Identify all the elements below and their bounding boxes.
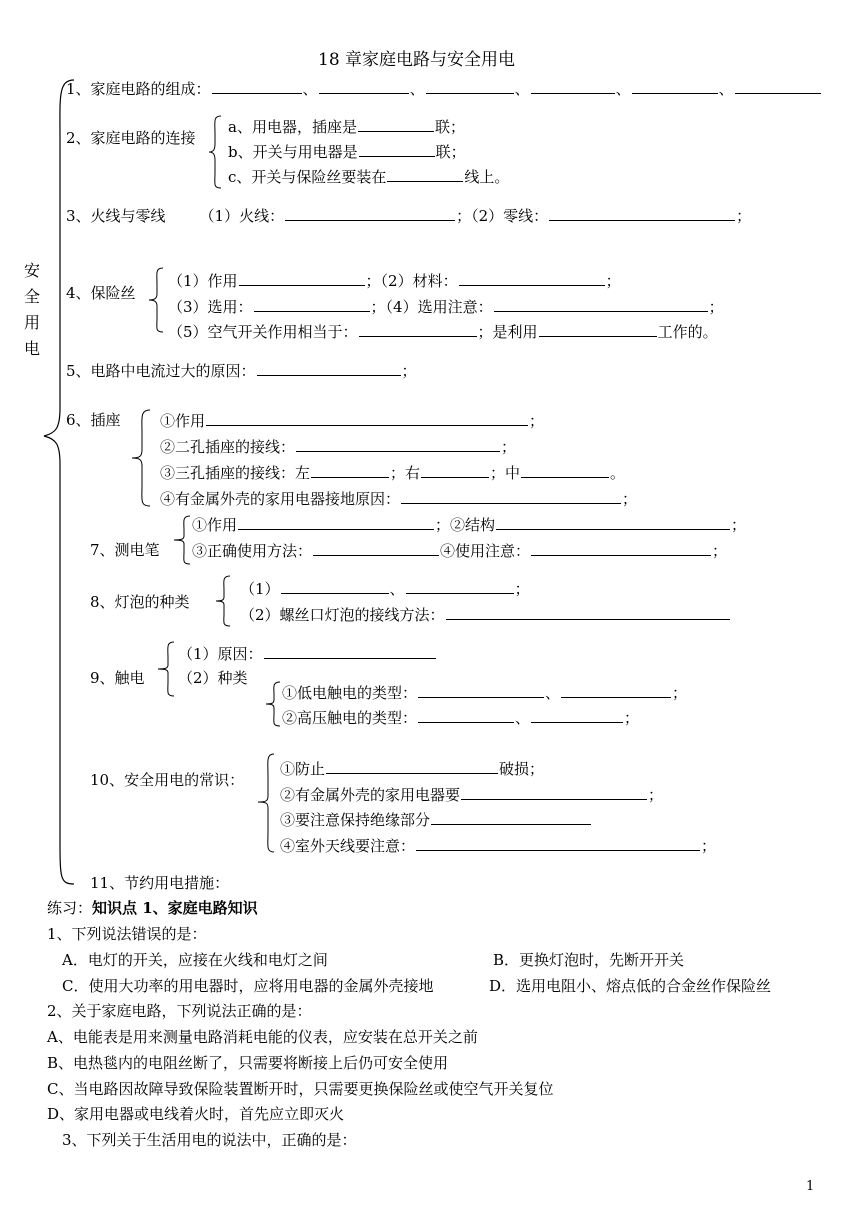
section-10d: ④室外天线要注意： ； xyxy=(280,837,717,855)
question-1-option-c: C．使用大功率的用电器时，应将用电器的金属外壳接地 xyxy=(62,977,434,995)
section-8: 8、灯泡的种类 xyxy=(90,593,190,611)
section-4c: （5）空气开关作用相当于： ；是利用 工作的。 xyxy=(168,323,718,341)
section-9: 9、触电 xyxy=(90,669,145,687)
section-9a: （1）原因： xyxy=(178,643,437,664)
section-2: 2、家庭电路的连接 xyxy=(66,129,196,147)
section-8b: （2）螺丝口灯泡的接线方法： xyxy=(240,604,731,625)
section-9d: ②高压触电的类型： 、 ； xyxy=(282,709,640,727)
question-1-option-d: D．选用电阻小、熔点低的合金丝作保险丝 xyxy=(489,977,772,995)
side-label: 安 全 用 电 xyxy=(23,261,40,358)
section-7a: ①作用 ；②结构 ； xyxy=(192,516,747,534)
section-3: 3、火线与零线 （1）火线： ；（2）零线： ； xyxy=(66,207,752,225)
section-4b: （3）选用： ；（4）选用注意： ； xyxy=(168,298,724,316)
question-1-option-a: A．电灯的开关，应接在火线和电灯之间 xyxy=(62,951,328,969)
section-10c: ③要注意保持绝缘部分 xyxy=(280,809,592,830)
section-6: 6、插座 xyxy=(66,411,121,429)
brace-4 xyxy=(147,266,165,334)
brace-6 xyxy=(130,408,152,508)
section-6d: ④有金属外壳的家用电器接地原因： ； xyxy=(160,490,638,508)
exercise-heading: 练习：知识点 1、家庭电路知识 xyxy=(47,899,258,917)
brace-2 xyxy=(207,114,223,190)
question-2-option-c: C、当电路因故障导致保险装置断开时，只需要更换保险丝或使空气开关复位 xyxy=(47,1080,554,1098)
page-number: 1 xyxy=(806,1179,815,1194)
section-6a: ①作用 ； xyxy=(160,412,545,430)
section-7b: ③正确使用方法： ④使用注意： ； xyxy=(192,542,728,560)
section-6c: ③三孔插座的接线：左 ；右 ；中 。 xyxy=(160,464,626,482)
section-2a: a、用电器，插座是 联； xyxy=(228,118,465,136)
brace-9b xyxy=(264,680,282,728)
section-8a: （1） 、 ； xyxy=(240,580,530,598)
question-3: 3、下列关于生活用电的说法中，正确的是： xyxy=(62,1131,357,1149)
section-10a: ①防止 破损； xyxy=(280,760,545,778)
question-2-option-a: A、电能表是用来测量电路消耗电能的仪表，应安装在总开关之前 xyxy=(47,1028,478,1046)
brace-8 xyxy=(214,574,232,628)
brace-10 xyxy=(256,752,276,854)
section-10: 10、安全用电的常识： xyxy=(90,771,245,789)
section-11: 11、节约用电措施： xyxy=(90,874,230,892)
section-2c: c、开关与保险丝要装在 线上。 xyxy=(228,168,510,186)
section-6b: ②二孔插座的接线： ； xyxy=(160,438,517,456)
section-9c: ①低电触电的类型： 、 ； xyxy=(282,684,688,702)
page-title: 18 章家庭电路与安全用电 xyxy=(318,50,516,70)
question-1-option-b: B．更换灯泡时，先断开开关 xyxy=(493,951,685,969)
question-1: 1、下列说法错误的是： xyxy=(47,925,207,943)
section-4: 4、保险丝 xyxy=(66,284,136,302)
section-4a: （1）作用 ；（2）材料： ； xyxy=(168,272,621,290)
section-5: 5、电路中电流过大的原因： ； xyxy=(66,362,417,380)
section-7: 7、测电笔 xyxy=(90,541,160,559)
section-2b: b、开关与用电器是 联； xyxy=(228,143,466,161)
section-10b: ②有金属外壳的家用电器要 ； xyxy=(280,786,664,804)
section-9b: （2）种类 xyxy=(178,669,248,687)
question-2-option-d: D、家用电器或电线着火时，首先应立即灭火 xyxy=(47,1105,345,1123)
brace-9 xyxy=(156,640,176,698)
brace-7 xyxy=(172,514,192,566)
section-1: 1、家庭电路的组成： 、 、 、 、 、 xyxy=(66,78,822,99)
main-brace xyxy=(38,78,78,888)
question-2-option-b: B、电热毯内的电阻丝断了，只需要将断接上后仍可安全使用 xyxy=(47,1054,449,1072)
question-2: 2、关于家庭电路，下列说法正确的是： xyxy=(47,1002,312,1020)
